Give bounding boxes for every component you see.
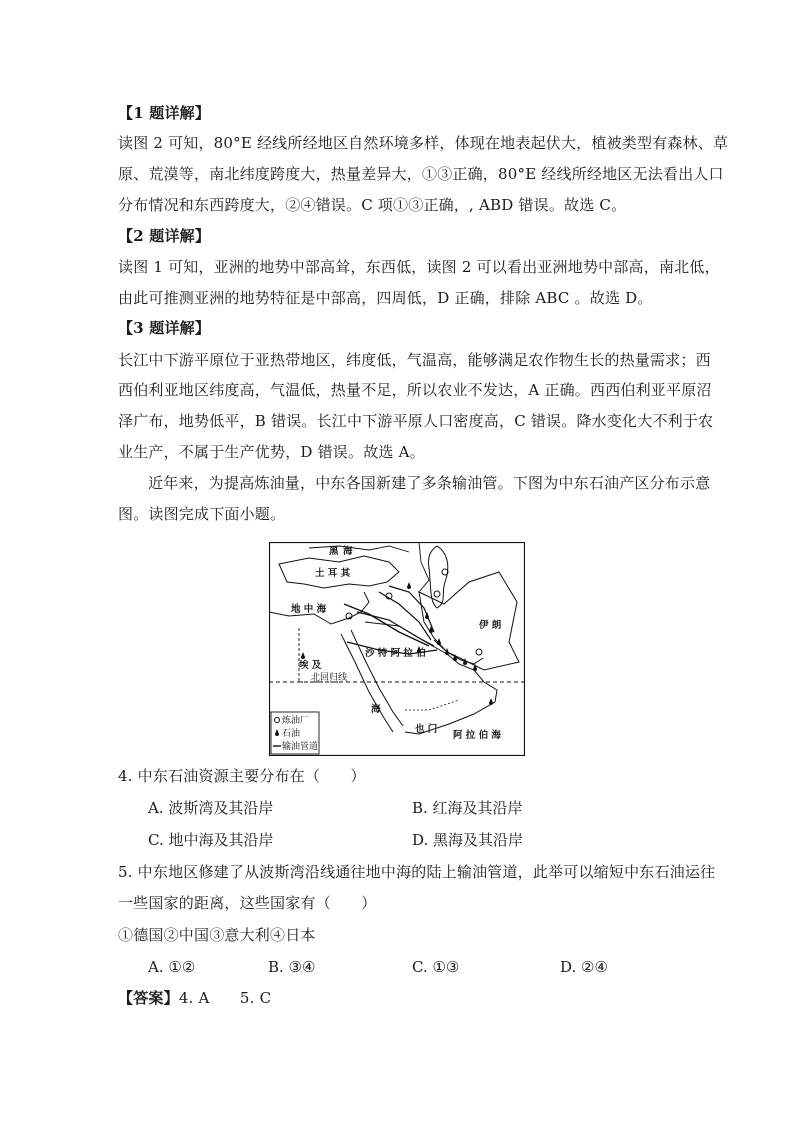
section1-line-3: 分布情况和东西跨度大，②④错误。C 项①③正确，, ABD 错误。故选 C。: [118, 196, 627, 214]
middle-east-oil-map: [269, 542, 525, 756]
section3-line-3: 泽广布，地势低平，B 错误。长江中下游平原人口密度高，C 错误。降水变化大不利于农: [118, 412, 714, 430]
label-black-sea-2: 海: [343, 546, 353, 557]
section2-line-1: 读图 1 可知，亚洲的地势中部高耸，东西低，读图 2 可以看出亚洲地势中部高，南北低，: [118, 258, 720, 276]
answer-line: [118, 988, 678, 1008]
legend-refinery: 炼油厂: [282, 716, 310, 726]
section3-line-4: 业生产，不属于生产优势，D 错误。故选 A。: [118, 443, 425, 461]
q5-stem-line-2: 一些国家的距离，这些国家有（ ）: [118, 894, 377, 912]
label-black-sea-1: 黑: [329, 546, 339, 557]
section1-line-1: 读图 2 可知，80°E 经线所经地区自然环境多样，体现在地表起伏大，植被类型有森林、草: [118, 134, 729, 152]
label-tropic: 北回归线: [311, 673, 348, 683]
q5-option-d[interactable]: D. ②④: [560, 958, 608, 976]
q5-option-c[interactable]: C. ①③: [412, 958, 460, 976]
q5-option-a[interactable]: A. ①②: [148, 958, 196, 976]
legend-pipeline: 输油管道: [282, 742, 319, 752]
label-mediterranean: 地 中 海: [291, 604, 327, 615]
label-egypt: 埃 及: [299, 660, 322, 671]
answer-label: 【答案】: [118, 989, 179, 1007]
label-red-sea: 海: [371, 704, 381, 715]
label-saudi: 沙 特 阿 拉 伯: [365, 648, 426, 659]
section1-heading: 【1 题详解】: [118, 104, 211, 122]
section3-heading: 【3 题详解】: [118, 319, 211, 337]
answer-text: 4. A 5. C: [178, 989, 272, 1007]
label-iran: 伊 朗: [479, 620, 502, 631]
q4-option-d[interactable]: D. 黑海及其沿岸: [412, 831, 524, 849]
q4-stem: 4. 中东石油资源主要分布在（ ）: [118, 767, 366, 785]
intro-line-1: 近年来，为提高炼油量，中东各国新建了多条输油管。下图为中东石油产区分布示意: [148, 474, 711, 492]
section1-line-2: 原、荒漠等，南北纬度跨度大，热量差异大，①③正确，80°E 经线所经地区无法看出人口: [118, 165, 724, 183]
section3-line-1: 长江中下游平原位于亚热带地区，纬度低，气温高，能够满足农作物生长的热量需求；西: [118, 351, 711, 369]
q5-option-b[interactable]: B. ③④: [268, 958, 316, 976]
section3-line-2: 西伯利亚地区纬度高，气温低，热量不足，所以农业不发达，A 正确。西西伯利亚平原沼: [118, 381, 712, 399]
q4-option-c[interactable]: C. 地中海及其沿岸: [148, 831, 274, 849]
legend-oil: 石油: [282, 729, 301, 739]
q5-stem-line-1: 5. 中东地区修建了从波斯湾沿线通往地中海的陆上输油管道，此举可以缩短中东石油运往: [118, 863, 716, 881]
q4-option-b[interactable]: B. 红海及其沿岸: [412, 799, 523, 817]
section2-heading: 【2 题详解】: [118, 227, 211, 245]
section2-line-2: 由此可推测亚洲的地势特征是中部高，四周低，D 正确，排除 ABC 。故选 D。: [118, 289, 653, 307]
label-turkey: 土 耳 其: [315, 568, 351, 579]
intro-line-2: 图。读图完成下面小题。: [118, 505, 286, 523]
label-arabian-sea: 阿 拉 伯 海: [453, 730, 501, 741]
label-yemen: 也 门: [415, 724, 438, 735]
q5-choices: ①德国②中国③意大利④日本: [118, 926, 316, 944]
q4-option-a[interactable]: A. 波斯湾及其沿岸: [148, 799, 274, 817]
